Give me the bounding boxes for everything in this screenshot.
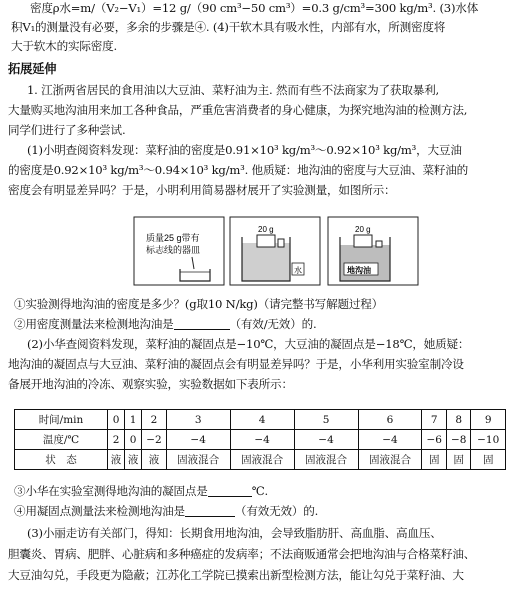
vessel-note-line2: 标志线的器皿	[146, 245, 201, 255]
text-line-3: 大于软木的实际密度.	[11, 39, 118, 53]
state-cell: 固液混合	[166, 450, 230, 470]
table-row-temp	[15, 430, 506, 450]
state-cell: 固	[422, 450, 447, 470]
question-3-prefix: ③小华在实验室测得地沟油的凝固点是	[14, 484, 208, 498]
header-state: 状 态	[15, 450, 108, 470]
panel-label-water: 水	[294, 266, 302, 275]
question-2-suffix: （有效/无效）的.	[229, 317, 317, 331]
time-cell: 0	[108, 410, 125, 430]
temp-cell: 2	[108, 430, 125, 450]
question-4-prefix: ④用凝固点测量法来检测地沟油是	[14, 504, 185, 518]
time-cell: 1	[125, 410, 142, 430]
header-temp: 温度/℃	[15, 430, 108, 450]
water-panel	[230, 217, 320, 285]
question-1: ①实验测得地沟油的密度是多少？(g取10 N/kg)（请完整书写解题过程）	[14, 297, 384, 311]
state-cell: 固液混合	[358, 450, 422, 470]
question-2-prefix: ②用密度测量法来检测地沟油是	[14, 317, 174, 331]
temp-cell: −8	[446, 430, 471, 450]
text-line-5: 1. 江浙两省居民的食用油以大豆油、菜籽油为主. 然而有些不法商家为了获取暴利,	[27, 83, 439, 97]
time-cell: 4	[230, 410, 294, 430]
time-cell: 2	[142, 410, 167, 430]
header-time: 时间/min	[15, 410, 108, 430]
question-2	[14, 315, 316, 334]
text-line-6: 大量购买地沟油用来加工各种食品，严重危害消费者的身心健康，为探究地沟油的检测方法,	[8, 103, 468, 117]
temp-cell: −4	[294, 430, 358, 450]
temp-cell: −2	[142, 430, 167, 450]
question-3	[14, 482, 268, 501]
time-cell: 5	[294, 410, 358, 430]
text-line-19: 胆囊炎、胃病、肥胖、心脏病和多种癌症的发病率；不法商贩通常会把地沟油与合格菜籽油、	[8, 547, 476, 561]
state-cell: 固液混合	[230, 450, 294, 470]
text-line-10: 密度会有明显差异吗？于是，小明利用简易器材展开了实验测量，如图所示：	[8, 183, 396, 197]
data-table	[14, 409, 506, 470]
answer-blank-2[interactable]	[174, 316, 230, 330]
text-line-7: 同学们进行了多种尝试.	[8, 123, 126, 137]
table-row-time	[15, 410, 506, 430]
panel-label-oil: 地沟油	[347, 266, 371, 275]
state-cell: 固液混合	[294, 450, 358, 470]
text-line-18: (3)小丽走访有关部门，得知：长期食用地沟油，会导致脂肪肝、高血脂、高血压、	[27, 526, 442, 540]
state-cell: 固	[471, 450, 506, 470]
empty-vessel-panel	[134, 217, 224, 285]
text-line-20: 大豆油勾兑，手段更为隐蔽；江苏化工学院已摸索出新型检测方法，能让勾兑于菜籽油、大	[8, 568, 464, 582]
time-cell: 8	[446, 410, 471, 430]
temp-cell: −6	[422, 430, 447, 450]
temp-cell: −4	[358, 430, 422, 450]
time-cell: 7	[422, 410, 447, 430]
temp-cell: −4	[230, 430, 294, 450]
time-cell: 6	[358, 410, 422, 430]
text-line-14: 地沟油的凝固点与大豆油、菜籽油的凝固点会有明显差异吗？于是，小华利用实验室制冷设	[8, 357, 464, 371]
waste-oil-panel	[328, 217, 418, 285]
answer-blank-4[interactable]	[185, 503, 235, 517]
section-heading: 拓展延伸	[8, 61, 57, 76]
text-line-13: (2)小华查阅资料发现，菜籽油的凝固点是−10℃，大豆油的凝固点是−18℃，她质疑：	[27, 337, 470, 351]
temp-cell: 0	[125, 430, 142, 450]
text-line-8: (1)小明查阅资料发现：菜籽油的密度是0.91×10³ kg/m³～0.92×10³ kg/m³，大豆油	[27, 143, 462, 157]
answer-blank-3[interactable]	[208, 483, 252, 497]
question-4	[14, 502, 318, 521]
question-3-suffix: ℃.	[251, 484, 268, 498]
text-line-9: 的密度是0.92×10³ kg/m³～0.94×10³ kg/m³. 他质疑：地沟油的密度与大豆油、菜籽油的	[8, 163, 469, 177]
text-line-15: 备展开地沟油的冷冻、观察实验，实验数据如下表所示：	[8, 377, 293, 391]
state-cell: 液	[125, 450, 142, 470]
experiment-figure	[132, 215, 422, 287]
state-cell: 液	[108, 450, 125, 470]
time-cell: 9	[471, 410, 506, 430]
weight-label-water: 20 g	[258, 225, 274, 234]
question-4-suffix: （有效无效）的.	[234, 504, 319, 518]
text-line-2: 积V₁的测量没有必要，多余的步骤是④. (4)干软木具有吸水性，内部有水，所测密度将	[11, 20, 446, 34]
state-cell: 固	[446, 450, 471, 470]
temp-cell: −10	[471, 430, 506, 450]
weight-label-oil: 20 g	[355, 225, 371, 234]
time-cell: 3	[166, 410, 230, 430]
table-row-state	[15, 450, 506, 470]
text-line-1: 密度ρ水=m/（V₂−V₁）=12 g/（90 cm³−50 cm³）=0.3 g/cm³=300 kg/m³. (3)水体	[30, 1, 479, 15]
temp-cell: −4	[166, 430, 230, 450]
vessel-note-line1: 质量25 g带有	[146, 233, 200, 243]
state-cell: 液	[142, 450, 167, 470]
